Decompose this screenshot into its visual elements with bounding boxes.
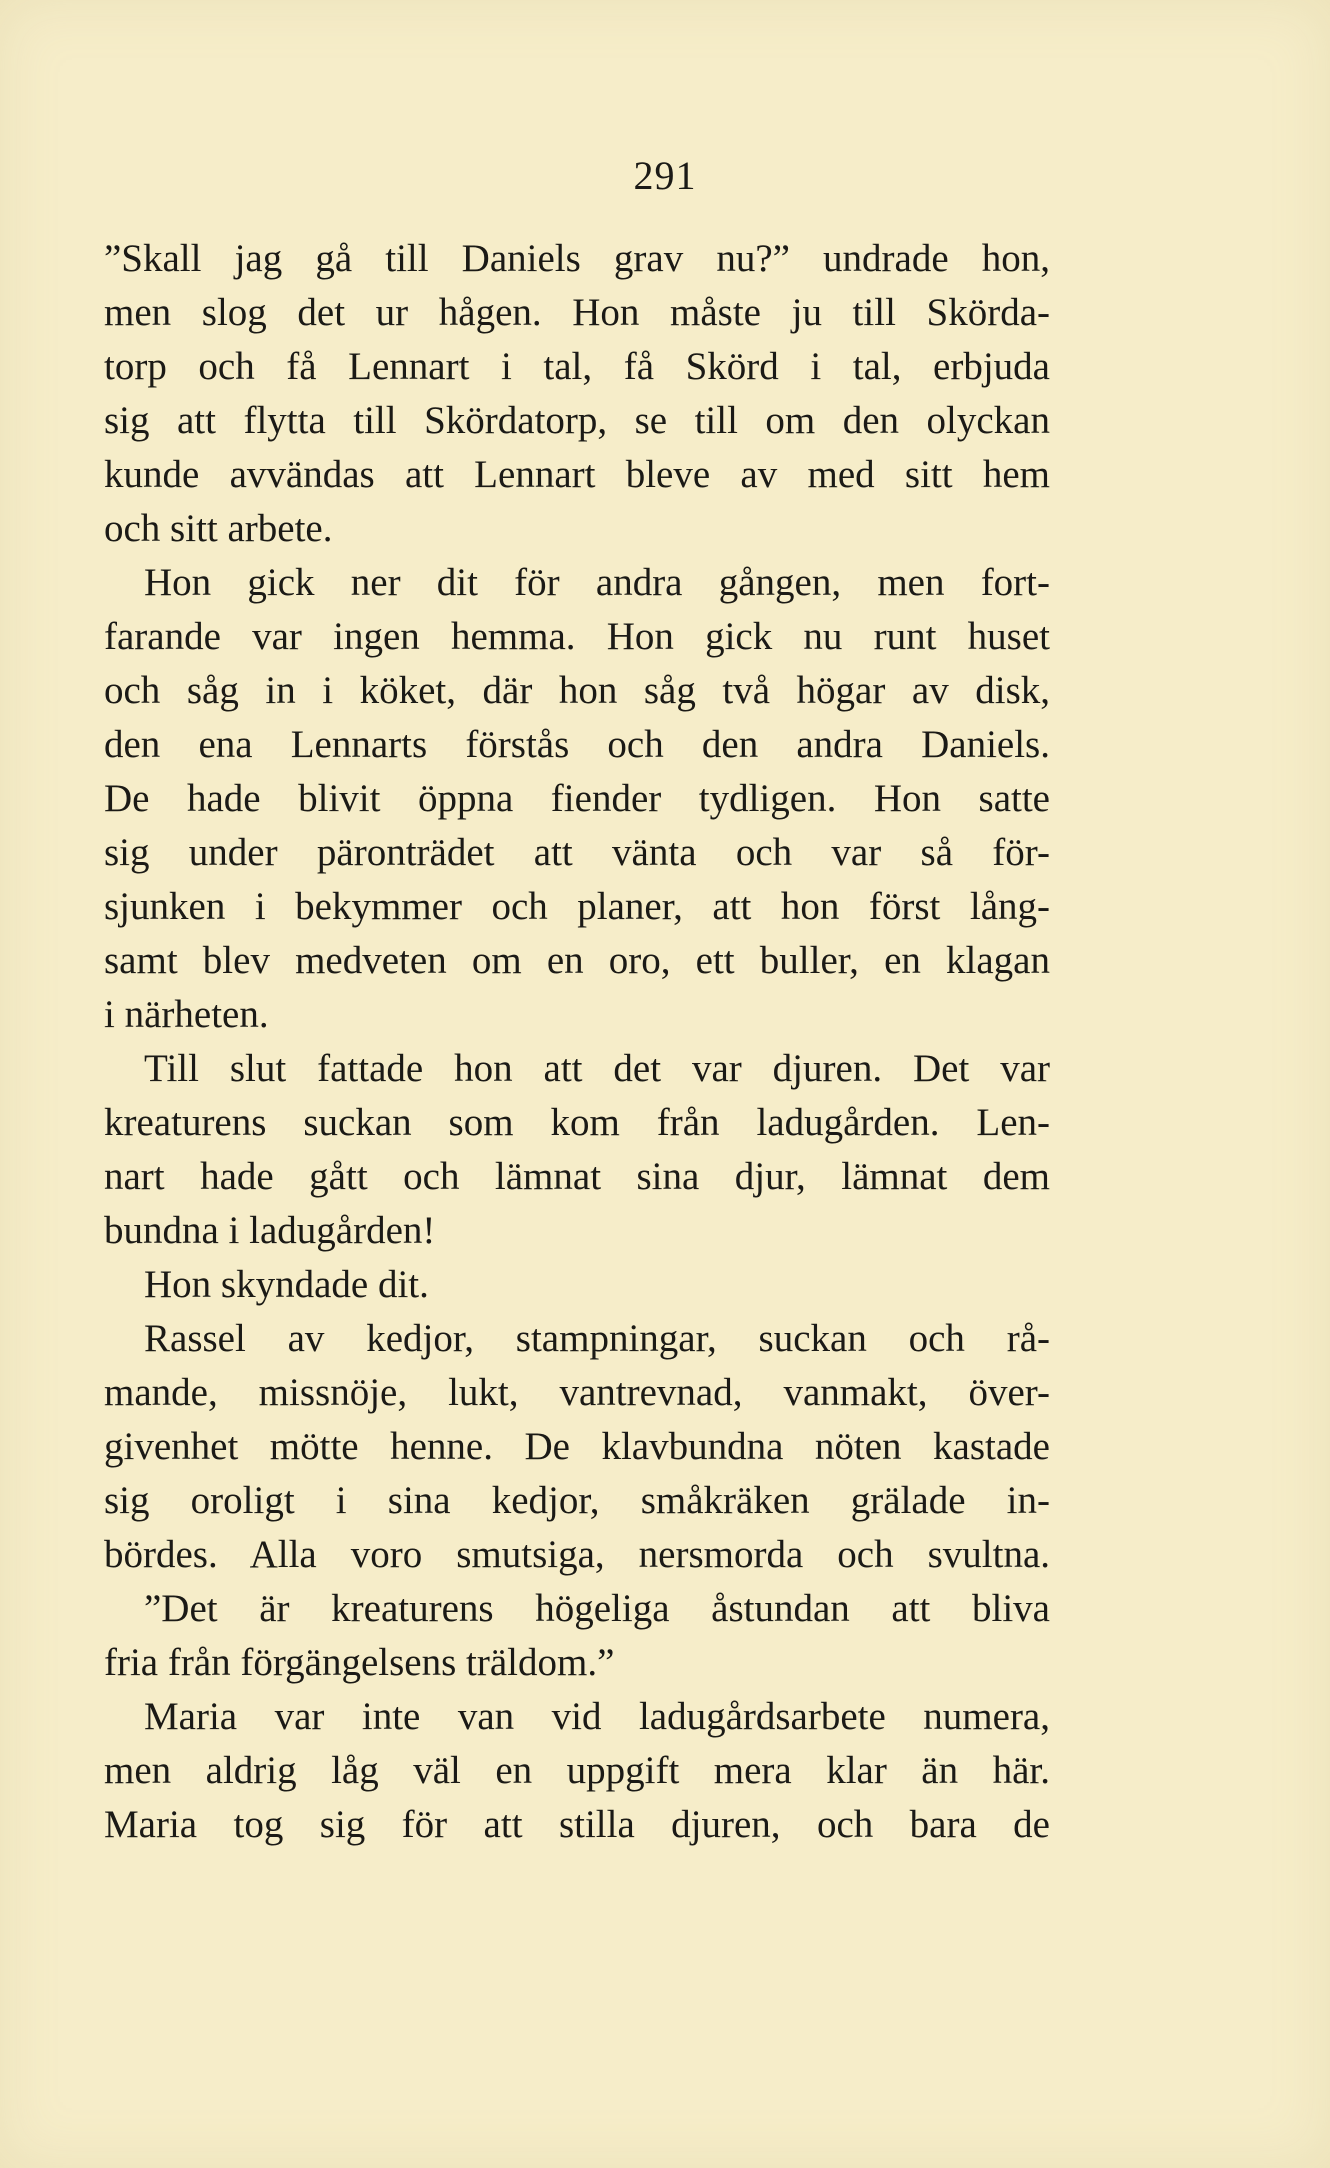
text-line: sig oroligt i sina kedjor, småkräken grälade in- — [104, 1479, 1050, 1522]
text-line: farande var ingen hemma. Hon gick nu runt huset — [104, 615, 1050, 658]
text-line: Rassel av kedjor, stampningar, suckan och rå- — [144, 1317, 1050, 1360]
text-line: fria från förgängelsens träldom.” — [104, 1641, 615, 1684]
text-line: sig under päronträdet att vänta och var så för- — [104, 831, 1050, 874]
text-line: kreaturens suckan som kom från ladugården. Len- — [104, 1101, 1050, 1144]
text-line: Maria var inte van vid ladugårdsarbete numera, — [144, 1695, 1050, 1738]
text-line: Hon skyndade dit. — [144, 1263, 429, 1306]
text-line: den ena Lennarts förstås och den andra Daniels. — [104, 723, 1050, 766]
text-line: bundna i ladugården! — [104, 1209, 436, 1252]
text-line: ”Skall jag gå till Daniels grav nu?” undrade hon, — [104, 237, 1050, 280]
text-line: och såg in i köket, där hon såg två högar av disk, — [104, 669, 1050, 712]
text-line: samt blev medveten om en oro, ett buller, en klagan — [104, 939, 1050, 982]
text-line: Maria tog sig för att stilla djuren, och bara de — [104, 1803, 1050, 1846]
text-line: men aldrig låg väl en uppgift mera klar än här. — [104, 1749, 1050, 1792]
text-line: sig att flytta till Skördatorp, se till om den olyckan — [104, 399, 1050, 442]
text-line: i närheten. — [104, 993, 269, 1036]
text-line: De hade blivit öppna fiender tydligen. Hon satte — [104, 777, 1050, 820]
text-line: nart hade gått och lämnat sina djur, lämnat dem — [104, 1155, 1050, 1198]
text-line: givenhet mötte henne. De klavbundna nöten kastade — [104, 1425, 1050, 1468]
text-line: mande, missnöje, lukt, vantrevnad, vanmakt, över- — [104, 1371, 1050, 1414]
text-line: Till slut fattade hon att det var djuren. Det var — [144, 1047, 1050, 1090]
text-line: bördes. Alla voro smutsiga, nersmorda och svultna. — [104, 1533, 1050, 1576]
text-line: Hon gick ner dit för andra gången, men fort- — [144, 561, 1050, 604]
text-line: kunde avvändas att Lennart bleve av med sitt hem — [104, 453, 1050, 496]
text-line: sjunken i bekymmer och planer, att hon först lång- — [104, 885, 1050, 928]
text-line: men slog det ur hågen. Hon måste ju till Skörda- — [104, 291, 1050, 334]
text-line: torp och få Lennart i tal, få Skörd i tal, erbjuda — [104, 345, 1050, 388]
text-line: ”Det är kreaturens högeliga åstundan att bliva — [144, 1587, 1050, 1630]
text-line: och sitt arbete. — [104, 507, 333, 550]
page-number: 291 — [633, 153, 697, 198]
